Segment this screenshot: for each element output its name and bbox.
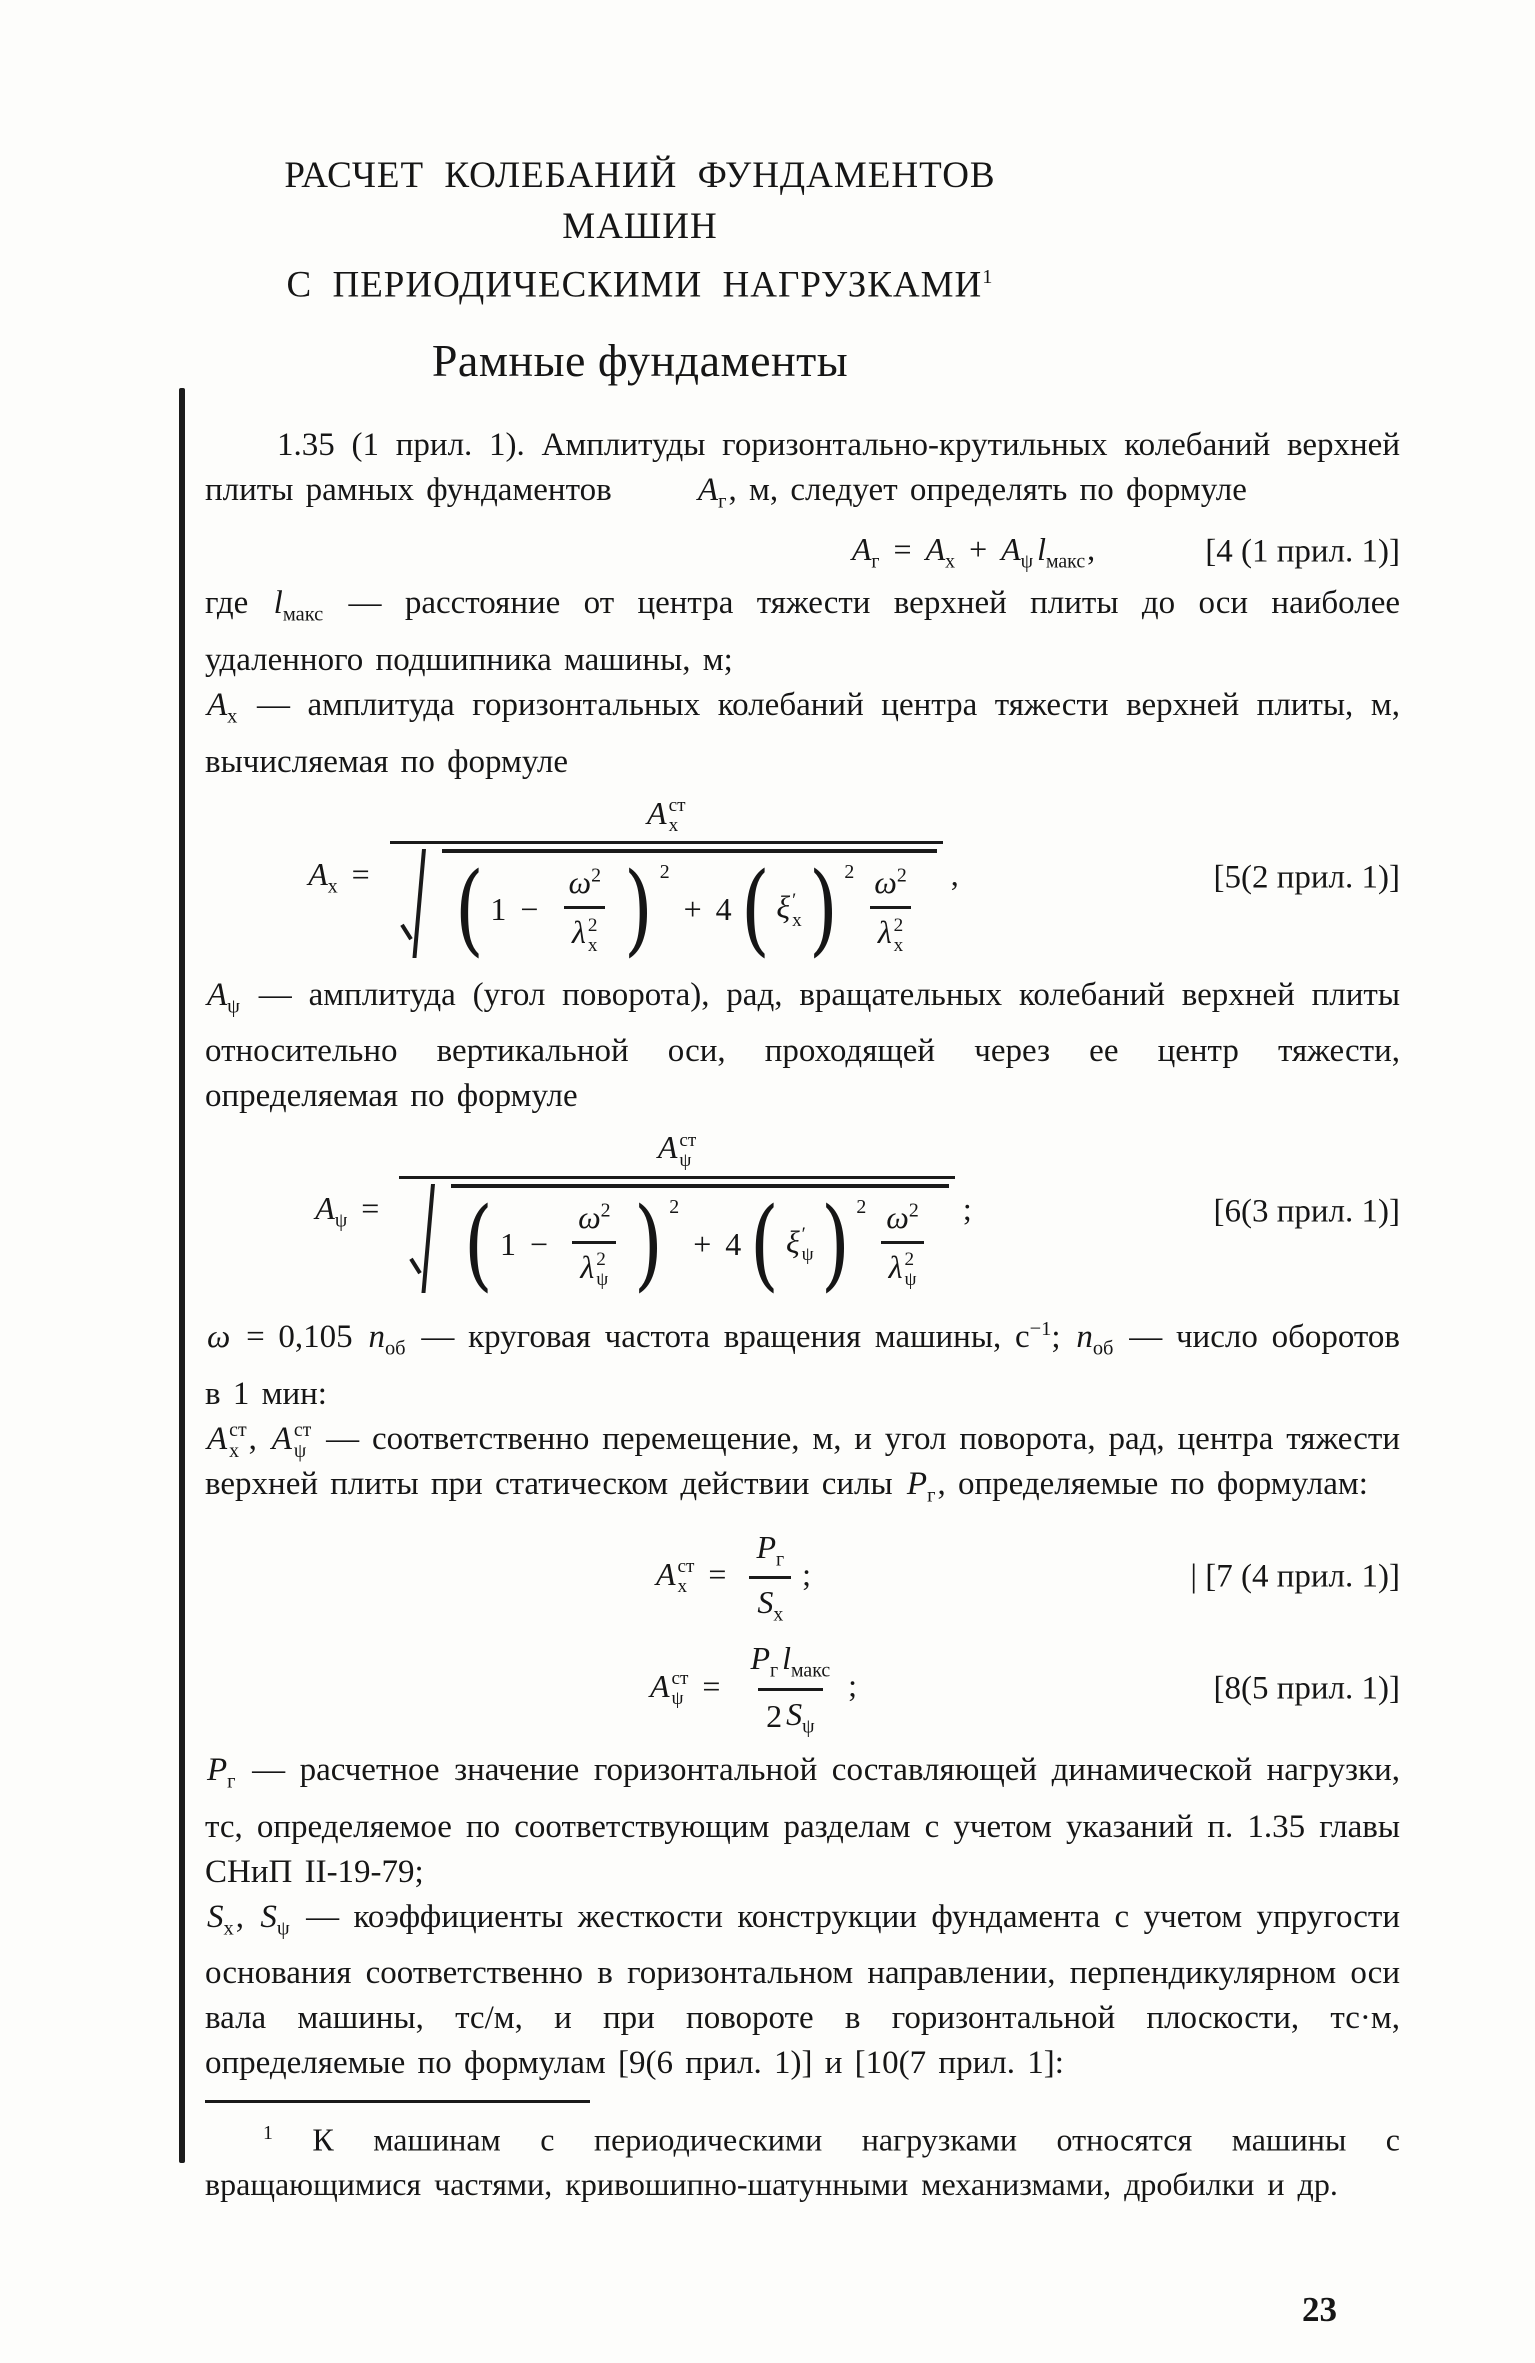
m-var: A: [207, 976, 228, 1013]
m-stack-sup: ст: [668, 795, 686, 816]
m-op: =: [361, 1190, 380, 1227]
m-stack-sub: x: [229, 1440, 240, 1463]
m-frac: [399, 1129, 955, 1302]
m-sub: г: [927, 1484, 936, 1507]
m-var-wrap: [207, 683, 237, 740]
m-frac-den: [390, 841, 943, 968]
m-var: n: [368, 1319, 385, 1356]
m-var: λ: [580, 1248, 595, 1285]
m-var: A: [207, 1420, 228, 1457]
m-var: A: [271, 1420, 292, 1457]
margin-change-bar: [179, 388, 185, 2163]
m-stack-sub: ψ: [904, 1269, 917, 1291]
m-paren-open: (: [464, 1186, 494, 1302]
m-stack-sub: x: [668, 815, 679, 837]
m-var: P: [207, 1752, 228, 1789]
formula-5-row: [205, 794, 1400, 968]
m-var-wrap: [650, 1668, 688, 1710]
m-var: P: [756, 1528, 776, 1565]
m-paren-close: ): [633, 1186, 663, 1302]
paragraph-lmax-definition: где $l_{макс}$ — расстояние от центра тяжести верхней плиты до оси наиболее удаленного подшипника машины, м;: [205, 581, 1400, 683]
m-var: A: [1001, 530, 1021, 567]
formula-6-row: [205, 1129, 1400, 1302]
m-var-wrap: [786, 1696, 814, 1738]
m-var: A: [697, 472, 719, 509]
section-subtitle: Рамные фундаменты: [431, 335, 849, 387]
m-frac-num: [568, 1199, 621, 1241]
m-op: +: [693, 1226, 712, 1263]
m-op: +: [683, 891, 702, 928]
m-stack-sub: ψ: [671, 1688, 684, 1710]
title-line1: РАСЧЕТ КОЛЕБАНИЙ ФУНДАМЕНТОВ МАШИН: [284, 155, 996, 247]
m-paren-sup: 2: [856, 1195, 867, 1218]
m-stack-sup: 2: [904, 1249, 915, 1271]
m-var: ξ: [785, 1223, 800, 1260]
m-frac: [740, 1640, 840, 1738]
m-paren-sup: 2: [844, 861, 855, 884]
m-stack-sub: x: [587, 934, 598, 956]
paragraph-static-definition: A ст x , A ст ψ — соответственно перемещение, м, и угол поворота, рад, центра тяжести верхней плиты при статическом действии силы $P_г$, определяемые по формулам:: [205, 1417, 1400, 1519]
m-stack-sub: x: [792, 909, 802, 931]
m-frac-num: [648, 1129, 706, 1176]
paragraph-ax-definition: $A_x$ — амплитуда горизонтальных колебаний центра тяжести верхней плиты, м, вычисляемая по формуле: [205, 683, 1400, 785]
m-frac-num: [740, 1640, 840, 1687]
m-var: l: [782, 1640, 792, 1677]
m-frac: [390, 794, 943, 968]
formula-5: $A_x$ = A ст x ( 1 − $\omega^2$ λ 2 x ) 2 + 4 ( ξ ′ x ) 2 $\omega^2$ λ 2 x ,: [308, 794, 959, 968]
m-var-wrap: [786, 1224, 814, 1266]
formula-5-label: [5(2 прил. 1)]: [1213, 859, 1400, 896]
m-frac-den: [749, 1576, 791, 1626]
footnote-text: $^1$ К машинам с периодическими нагрузками относятся машины с вращающимися частями, кривошипно-шатунными механизмами, дробилки и др.: [205, 2121, 1400, 2202]
m-frac-num: [876, 1199, 929, 1241]
m-sub: x: [327, 875, 338, 898]
formula-7-label: | [7 (4 прил. 1)]: [1190, 1558, 1400, 1595]
m-frac-num: [746, 1529, 794, 1576]
m-var-wrap: [207, 1895, 234, 1952]
footnote-rule: [205, 2100, 590, 2103]
m-paren-c: [784, 1224, 816, 1266]
m-paren: [459, 1186, 680, 1302]
m-stack: [671, 1669, 688, 1709]
m-sqrt: [405, 1184, 949, 1302]
document-title: [205, 150, 1075, 310]
m-sub: x: [773, 1603, 784, 1626]
m-var: ω: [886, 1198, 909, 1235]
m-var: λ: [877, 914, 892, 951]
m-var: P: [906, 1465, 928, 1502]
m-var-wrap: [889, 1249, 917, 1291]
paragraph-pg-definition: $P_г$ — расчетное значение горизонтальной составляющей динамической нагрузки, тс, определяемое по соответствующим разделам с учетом указаний п. 1.35 главы СНиП II-19-79;: [205, 1748, 1400, 1895]
m-frac: [558, 864, 611, 956]
m-paren-close: ): [623, 852, 653, 968]
m-sub: об: [384, 1337, 406, 1360]
m-paren-close: ): [820, 1186, 850, 1302]
m-sub: г: [776, 1547, 785, 1570]
m-stack-sup: ст: [671, 1668, 689, 1690]
m-num: 4: [725, 1226, 742, 1263]
m-var: λ: [888, 1248, 903, 1285]
m-frac-den: [572, 1241, 616, 1291]
m-num: 1: [500, 1226, 517, 1263]
m-var-wrap: [207, 1417, 247, 1462]
m-var-wrap: [207, 973, 240, 1030]
m-sup: 2: [600, 1198, 611, 1221]
m-stack: [596, 1250, 608, 1290]
m-stack-sup: ст: [677, 1556, 695, 1578]
paragraph-intro: 1.35 (1 прил. 1). Амплитуды горизонтально-крутильных колебаний верхней плиты рамных фундаментов $A_г$, м, следует определять по формуле: [205, 423, 1400, 525]
m-var-wrap: [260, 1895, 289, 1952]
m-frac: [864, 864, 917, 956]
m-var-wrap: [207, 1315, 230, 1360]
m-sub: ψ: [1020, 550, 1034, 573]
m-sub: г: [718, 490, 727, 513]
formula-4: $A_г = A_x + A_\psi$ $l_{макс}$,: [851, 530, 1096, 573]
formula-4-row: [205, 531, 1400, 573]
m-stack-sub: ψ: [801, 1244, 814, 1266]
m-stack: [904, 1250, 916, 1290]
paragraph-omega-definition: ω = 0,105 $n_{об}$ — круговая частота вращения машины, $с^{-1}$; $n_{об}$ — число оборотов в 1 мин:: [205, 1307, 1400, 1417]
m-stack: [678, 1557, 695, 1597]
m-op: =: [702, 1667, 721, 1704]
m-var-wrap: [656, 1556, 694, 1598]
m-stack-sub: x: [677, 1576, 688, 1598]
m-frac-den: [564, 906, 605, 956]
m-sup: 1: [263, 2122, 273, 2145]
m-sub: г: [769, 1659, 779, 1682]
paragraph-apsi-definition: $A_\psi$ — амплитуда (угол поворота), рад, вращательных колебаний верхней плиты относительно вертикальной оси, проходящей через ее центр тяжести, определяемая по формуле: [205, 973, 1400, 1120]
m-stack-sub: ψ: [596, 1269, 609, 1291]
m-sub: x: [227, 705, 238, 728]
m-paren-c: [774, 889, 803, 931]
m-stack: [229, 1420, 246, 1462]
m-stack: [588, 916, 598, 956]
m-var-wrap: [368, 1315, 405, 1372]
m-var-wrap: [757, 1584, 783, 1626]
m-sub: макс: [1045, 550, 1086, 573]
m-sqrt: [396, 849, 937, 968]
m-var-wrap: [580, 1249, 608, 1291]
heading: [205, 150, 1075, 387]
m-stack-sub: ψ: [293, 1440, 307, 1463]
m-var-wrap: [578, 1199, 611, 1236]
page-content: [205, 150, 1400, 2206]
m-var-wrap: [568, 864, 601, 901]
m-sup: 2: [908, 1198, 919, 1221]
m-sup: 2: [591, 864, 601, 887]
m-sub: г: [871, 550, 880, 573]
m-frac-den: [870, 906, 911, 956]
m-stack-sup: ′: [801, 1224, 806, 1246]
m-op: =: [893, 530, 912, 567]
m-sub: г: [227, 1770, 236, 1793]
m-num: 4: [715, 891, 732, 928]
m-frac-num: [637, 795, 695, 842]
m-var: ω: [207, 1319, 231, 1356]
formula-6: $A_\psi$ = A ст ψ ( 1 − $\omega^2$ λ 2 ψ ) 2 + 4 ( ξ ′ ψ ) 2 $\omega^2$ λ 2 ψ ;: [315, 1129, 972, 1302]
formula-6-label: [6(3 прил. 1)]: [1213, 1193, 1400, 1230]
m-frac: [746, 1529, 794, 1627]
m-sub: ψ: [802, 1715, 815, 1738]
m-sub: об: [1092, 1337, 1114, 1360]
m-var-wrap: [886, 1199, 919, 1236]
m-var: A: [851, 530, 872, 567]
m-var: A: [655, 1555, 676, 1592]
m-sup: 2: [896, 864, 907, 887]
m-var-wrap: [274, 581, 324, 638]
m-frac-den: [399, 1176, 955, 1302]
m-paren-sup: 2: [659, 861, 670, 884]
m-paren-sup: 2: [669, 1195, 680, 1218]
m-sqrt-sign: [405, 1184, 451, 1295]
m-var-wrap: [782, 1640, 830, 1682]
m-var: λ: [572, 914, 586, 951]
m-frac: [568, 1199, 621, 1291]
formula-8-row: [205, 1640, 1400, 1738]
m-var: A: [657, 1129, 678, 1166]
m-paren-open: (: [750, 1186, 780, 1302]
m-sub: ψ: [227, 995, 240, 1018]
m-stack-sup: 2: [596, 1249, 606, 1271]
m-var-wrap: [272, 1417, 312, 1462]
m-frac: [876, 1199, 929, 1291]
m-stack-sup: ′: [792, 889, 797, 911]
m-var: ω: [874, 864, 897, 901]
m-var: S: [207, 1898, 224, 1935]
m-frac-den: [881, 1241, 925, 1291]
m-var: S: [786, 1695, 803, 1732]
m-var-wrap: [207, 1748, 236, 1805]
m-var: A: [647, 794, 667, 831]
m-num: 1: [490, 891, 507, 928]
m-var-wrap: [658, 1129, 696, 1171]
m-sub: макс: [791, 1659, 831, 1682]
m-stack-sup: 2: [893, 914, 904, 936]
m-var-wrap: [572, 914, 597, 956]
m-paren: [745, 1186, 867, 1302]
m-paren-c: [498, 1199, 629, 1291]
title-footnote-marker: 1: [982, 266, 994, 288]
m-paren-c: [488, 864, 619, 956]
m-var-wrap: [750, 1640, 778, 1682]
m-var: A: [207, 686, 228, 723]
m-var-wrap: [907, 1462, 936, 1519]
formula-7-row: [205, 1529, 1400, 1627]
m-op: =: [708, 1555, 727, 1592]
page-number: 23: [1302, 2290, 1337, 2329]
m-var: P: [750, 1640, 770, 1677]
m-stack-sub: ψ: [679, 1149, 692, 1171]
m-frac-num: [864, 864, 917, 906]
m-var-wrap: [878, 914, 903, 956]
m-var: S: [757, 1583, 774, 1620]
formula-7: A ст x = $\frac{P_г}{S_x}$ ;: [655, 1528, 812, 1626]
m-stack-sup: ст: [679, 1129, 697, 1151]
m-stack-sup: ст: [293, 1419, 312, 1442]
m-var: ω: [568, 864, 592, 901]
m-stack: [802, 1225, 814, 1265]
m-var: ξ: [776, 889, 791, 926]
m-paren-open: (: [740, 852, 770, 968]
m-var-wrap: [308, 856, 337, 898]
formula-4-label: [4 (1 прил. 1)]: [1205, 533, 1400, 570]
m-op: +: [969, 530, 988, 567]
m-sub: ψ: [334, 1209, 348, 1232]
m-var-wrap: [1037, 531, 1085, 573]
m-paren: [736, 852, 855, 968]
m-var-wrap: [647, 795, 685, 837]
m-var-wrap: [315, 1190, 347, 1232]
title-line2: С ПЕРИОДИЧЕСКИМИ НАГРУЗКАМИ: [286, 264, 983, 306]
m-stack: [792, 891, 802, 931]
m-sub: x: [223, 1917, 234, 1940]
m-paren: [450, 852, 670, 968]
m-paren-open: (: [454, 852, 484, 968]
m-stack: [894, 916, 904, 956]
m-var-wrap: [874, 864, 907, 901]
m-frac-den: [758, 1688, 822, 1738]
m-var-wrap: [756, 1529, 784, 1571]
m-sqrt-sign: [396, 849, 442, 960]
m-stack-sup: ст: [229, 1419, 247, 1442]
m-sup: −1: [1029, 1318, 1052, 1341]
m-var-wrap: [926, 531, 955, 573]
m-var: A: [649, 1667, 670, 1704]
m-var-wrap: [1001, 531, 1033, 573]
m-var-wrap: [1076, 1315, 1113, 1372]
m-num: 2: [766, 1698, 783, 1735]
m-var: l: [273, 585, 283, 622]
m-stack: [679, 1131, 696, 1171]
m-var: A: [315, 1190, 335, 1227]
m-var-wrap: [626, 468, 727, 525]
m-var: S: [260, 1898, 277, 1935]
m-var-wrap: [776, 889, 801, 931]
formula-8-label: [8(5 прил. 1)]: [1213, 1670, 1400, 1707]
m-var: n: [1076, 1319, 1093, 1356]
m-frac-num: [558, 864, 611, 906]
m-var: A: [925, 530, 946, 567]
m-paren-close: ): [808, 852, 838, 968]
m-sub: x: [945, 550, 956, 573]
m-op: −: [530, 1226, 549, 1263]
m-sub: макс: [282, 603, 324, 626]
m-var: A: [308, 855, 328, 892]
m-var: ω: [578, 1198, 601, 1235]
m-sub: ψ: [276, 1917, 290, 1940]
m-var: l: [1037, 530, 1046, 567]
m-stack-sup: 2: [587, 914, 598, 936]
m-stack: [669, 796, 686, 836]
m-op: =: [351, 855, 370, 892]
formula-8: A ст ψ = $P_г$ $l_{макс}$ 2 $S_\psi$ ;: [649, 1640, 858, 1738]
m-stack-sub: x: [893, 934, 904, 956]
m-op: −: [520, 891, 539, 928]
m-var-wrap: [852, 531, 880, 573]
paragraph-stiffness-definition: $S_x$, $S_\psi$ — коэффициенты жесткости конструкции фундамента с учетом упругости основания соответственно в горизонтальном направлении, перпендикулярном оси вала машины, тс/м, и при повороте в горизонтальной плоскости, тс·м, определяемые по формулам [9(6 прил. 1)] и [10(7 прил. 1]:: [205, 1895, 1400, 2087]
m-stack: [294, 1420, 311, 1462]
